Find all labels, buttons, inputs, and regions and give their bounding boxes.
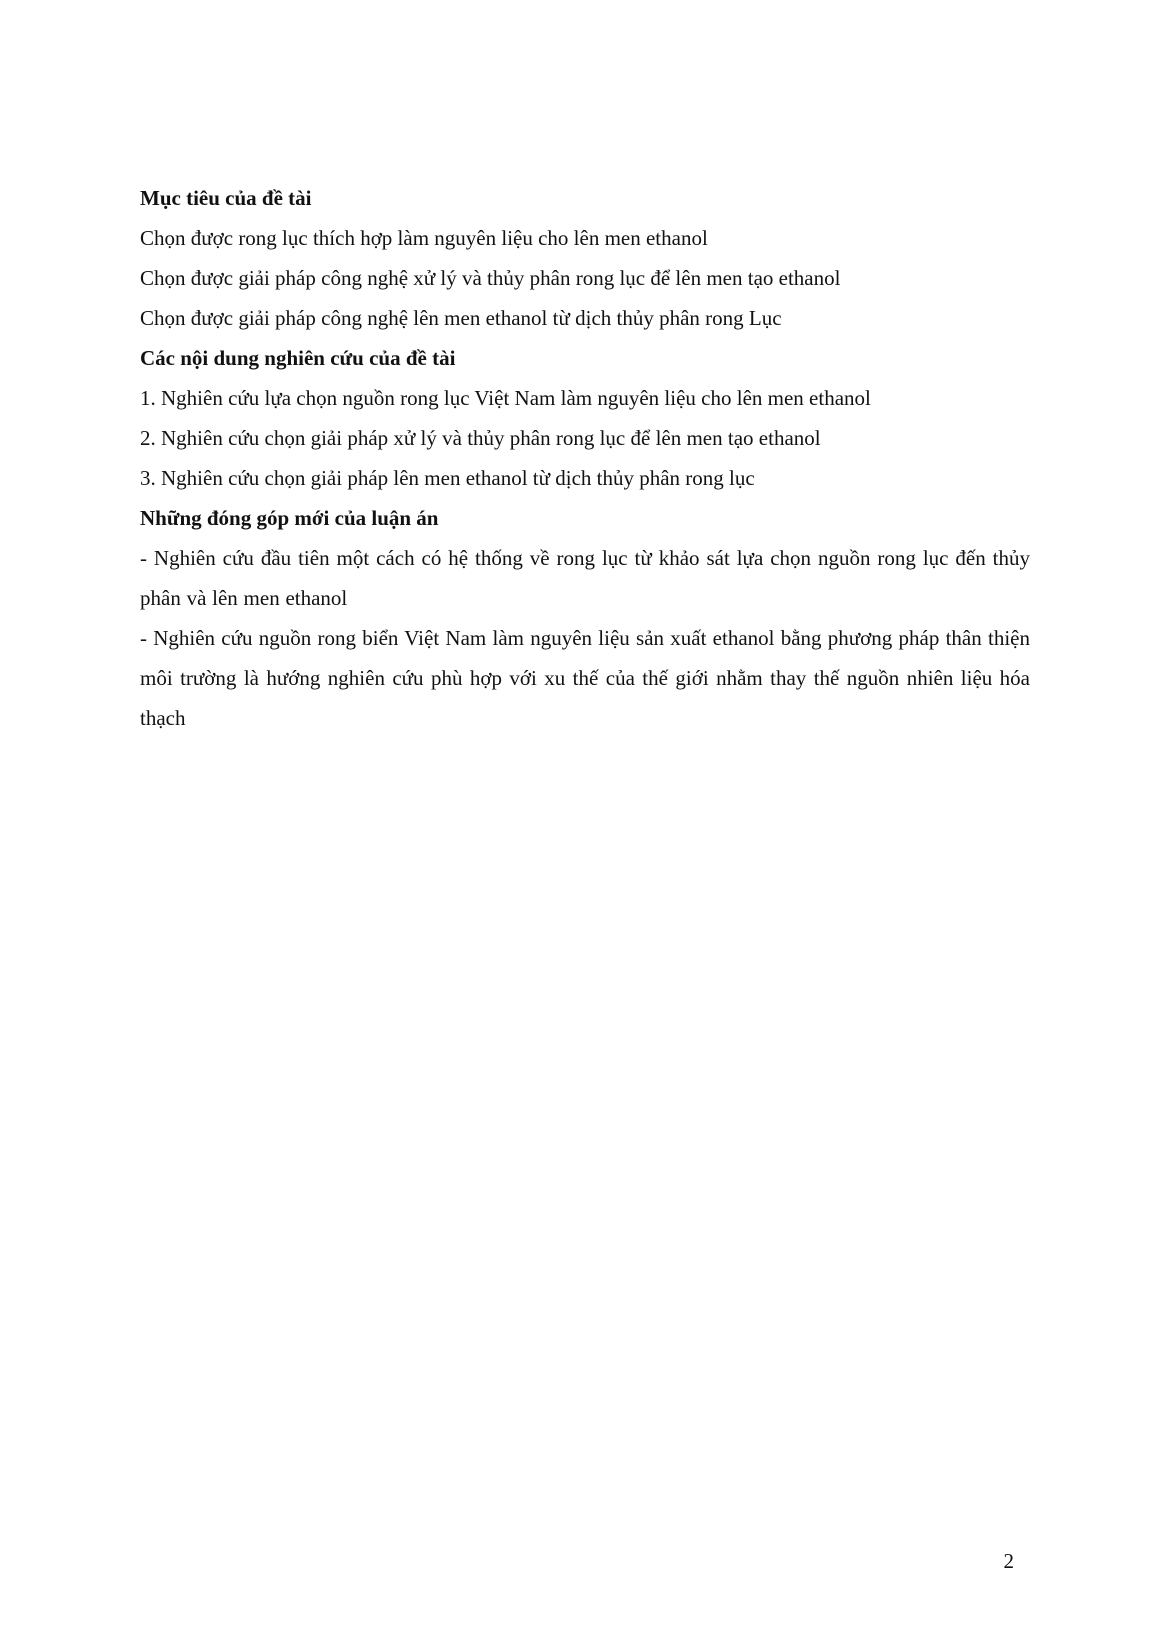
objective-item: Chọn được giải pháp công nghệ lên men ethanol từ dịch thủy phân rong Lục: [140, 306, 782, 330]
research-content-item: 2. Nghiên cứu chọn giải pháp xử lý và thủy phân rong lục để lên men tạo ethanol: [140, 426, 821, 450]
document-body: [140, 178, 1030, 738]
objective-item: Chọn được rong lục thích hợp làm nguyên liệu cho lên men ethanol: [140, 226, 708, 250]
section-heading-research-content: Các nội dung nghiên cứu của đề tài: [140, 346, 456, 370]
research-content-item: 3. Nghiên cứu chọn giải pháp lên men ethanol từ dịch thủy phân rong lục: [140, 466, 755, 490]
page-number: 2: [1003, 1549, 1014, 1573]
contribution-item: - Nghiên cứu đầu tiên một cách có hệ thống về rong lục từ khảo sát lựa chọn nguồn rong lục đến thủy phân và lên men ethanol: [140, 546, 1030, 610]
objective-item: Chọn được giải pháp công nghệ xử lý và thủy phân rong lục để lên men tạo ethanol: [140, 266, 841, 290]
section-heading-contributions: Những đóng góp mới của luận án: [140, 506, 439, 530]
section-heading-objectives: Mục tiêu của đề tài: [140, 186, 312, 210]
contribution-item: - Nghiên cứu nguồn rong biển Việt Nam làm nguyên liệu sản xuất ethanol bằng phương pháp thân thiện môi trường là hướng nghiên cứu phù hợp với xu thế của thế giới nhằm thay thế nguồn nhiên liệu hóa thạch: [140, 626, 1030, 730]
research-content-item: 1. Nghiên cứu lựa chọn nguồn rong lục Việt Nam làm nguyên liệu cho lên men ethanol: [140, 386, 871, 410]
